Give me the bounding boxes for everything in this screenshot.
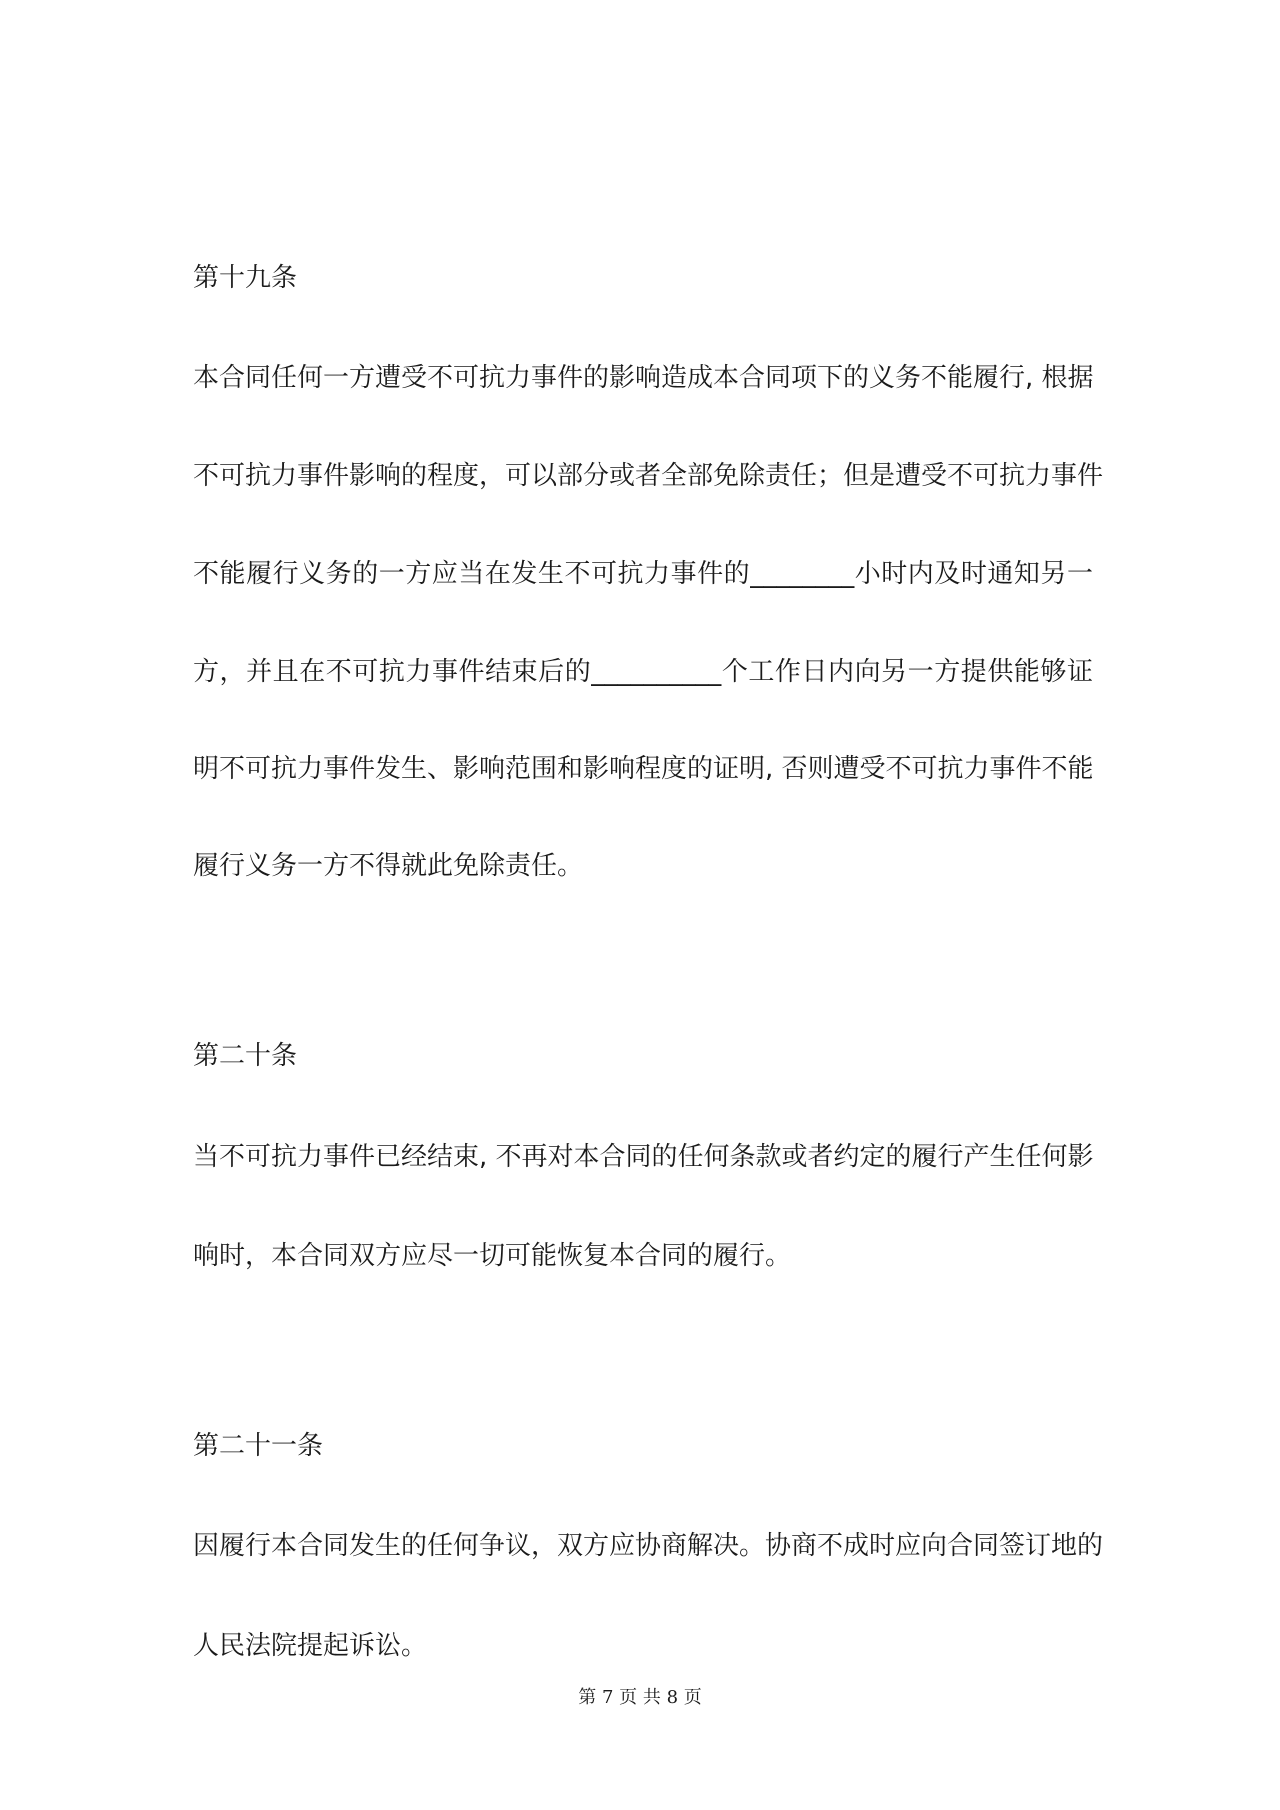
article-19-line-6: 履行义务一方不得就此免除责任。 [193, 851, 584, 881]
article-20-line-2: 响时，本合同双方应尽一切可能恢复本合同的履行。 [193, 1241, 792, 1271]
article-19-line-5: 明不可抗力事件发生、影响范围和影响程度的证明, 否则遭受不可抗力事件不能 [193, 754, 1094, 784]
article-21-line-2: 人民法院提起诉讼。 [193, 1631, 428, 1661]
article-21-heading: 第二十一条 [193, 1431, 324, 1461]
article-21-line-1: 因履行本合同发生的任何争议，双方应协商解决。协商不成时应向合同签订地的 [193, 1531, 1104, 1561]
article-19-heading: 第十九条 [193, 263, 298, 293]
article-19-line-1: 本合同任何一方遭受不可抗力事件的影响造成本合同项下的义务不能履行, 根据 [193, 363, 1094, 393]
article-20-heading: 第二十条 [193, 1041, 298, 1071]
article-20-line-1: 当不可抗力事件已经结束, 不再对本合同的任何条款或者约定的履行产生任何影 [193, 1142, 1094, 1172]
article-19-line-4: 方，并且在不可抗力事件结束后的__________个工作日内向另一方提供能够证 [193, 657, 1093, 687]
article-19-line-2: 不可抗力事件影响的程度，可以部分或者全部免除责任；但是遭受不可抗力事件 [193, 461, 1104, 491]
article-19-line-3: 不能履行义务的一方应当在发生不可抗力事件的________小时内及时通知另一 [193, 559, 1093, 589]
page-number-footer: 第 7 页 共 8 页 [578, 1687, 702, 1708]
